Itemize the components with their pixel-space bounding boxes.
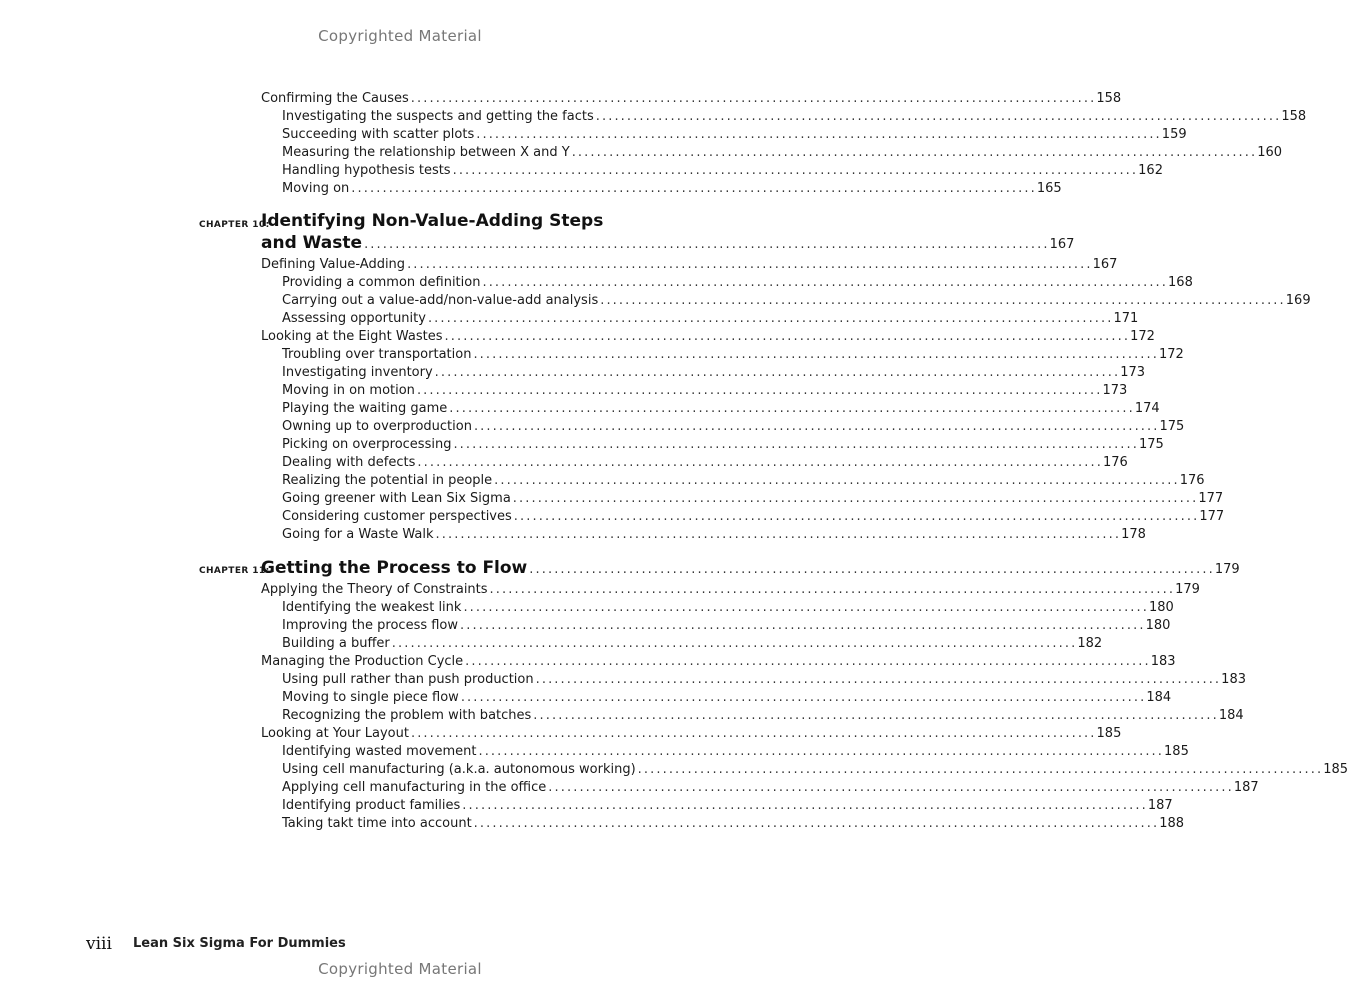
toc-page-number: 187: [1233, 780, 1259, 795]
dot-leader: ..............................................................................................................: [462, 798, 1148, 813]
dot-leader: ..............................................................................................................: [364, 237, 1050, 252]
toc-item[interactable]: [282, 292, 1311, 310]
toc-item[interactable]: [282, 108, 1307, 126]
dot-leader: ..............................................................................................................: [529, 562, 1215, 577]
toc-item[interactable]: [282, 743, 1189, 761]
toc-item[interactable]: [282, 490, 1224, 508]
toc-item-title: Succeeding with scatter plots: [282, 127, 475, 142]
dot-leader: ..............................................................................................................: [453, 437, 1140, 452]
dot-leader: ..............................................................................................................: [351, 181, 1037, 196]
toc-item-title: Using cell manufacturing (a.k.a. autonomous working): [282, 762, 636, 777]
toc-page-number: 176: [1102, 455, 1128, 470]
toc-page-number: 183: [1221, 672, 1246, 687]
toc-item-title: Handling hypothesis tests: [282, 163, 451, 178]
dot-leader: ..............................................................................................................: [637, 762, 1324, 777]
dot-leader: ..............................................................................................................: [548, 780, 1234, 795]
toc-item-title: Playing the waiting game: [282, 401, 448, 416]
toc-page-number: 178: [1121, 527, 1146, 542]
toc-item-title: Dealing with defects: [282, 455, 416, 470]
dot-leader: ..............................................................................................................: [463, 600, 1149, 615]
dot-leader: ..............................................................................................................: [435, 527, 1122, 542]
toc-page-number: 175: [1139, 437, 1164, 452]
dot-leader: ..............................................................................................................: [494, 473, 1180, 488]
dot-leader: ..............................................................................................................: [460, 690, 1147, 705]
dot-leader: ..............................................................................................................: [478, 744, 1165, 759]
toc-item-title: Improving the process flow: [282, 618, 459, 633]
dot-leader: ..............................................................................................................: [482, 275, 1169, 290]
chapter-11-label: CHAPTER 11:: [199, 566, 270, 576]
toc-item[interactable]: [282, 310, 1139, 328]
toc-item[interactable]: [282, 472, 1205, 490]
toc-section[interactable]: [261, 90, 1122, 108]
dot-leader: ..............................................................................................................: [512, 491, 1199, 506]
toc-page-number: 158: [1281, 109, 1307, 124]
dot-leader: ..............................................................................................................: [473, 419, 1160, 434]
dot-leader: ..............................................................................................................: [391, 636, 1078, 651]
toc-item-title: Realizing the potential in people: [282, 473, 493, 488]
toc-page-number: 171: [1113, 311, 1139, 326]
dot-leader: ..............................................................................................................: [533, 708, 1219, 723]
toc-page-number: 188: [1159, 816, 1185, 831]
toc-item-title: Taking takt time into account: [282, 816, 472, 831]
toc-page-number: 169: [1285, 293, 1311, 308]
dot-leader: ..............................................................................................................: [410, 726, 1097, 741]
toc-item[interactable]: [282, 689, 1172, 707]
dot-leader: ..............................................................................................................: [416, 383, 1103, 398]
dot-leader: ..............................................................................................................: [473, 816, 1160, 831]
toc-page-number: 172: [1130, 329, 1155, 344]
dot-leader: ..............................................................................................................: [449, 401, 1135, 416]
toc-item[interactable]: [282, 274, 1193, 292]
toc-section[interactable]: [261, 725, 1122, 743]
dot-leader: ..............................................................................................................: [571, 145, 1258, 160]
toc-page-number: 185: [1323, 762, 1348, 777]
toc-section-title: Looking at Your Layout: [261, 726, 409, 741]
toc-section-title: Defining Value-Adding: [261, 257, 406, 272]
toc-item-title: Investigating inventory: [282, 365, 433, 380]
toc-item[interactable]: [282, 400, 1160, 418]
toc-item-title: Identifying the weakest link: [282, 600, 462, 615]
footer-page-number: viii: [86, 934, 112, 954]
copyright-footer: Copyrighted Material: [318, 960, 482, 978]
toc-item[interactable]: [282, 797, 1173, 815]
dot-leader: ..............................................................................................................: [427, 311, 1114, 326]
copyright-header: Copyrighted Material: [318, 27, 482, 45]
dot-leader: ..............................................................................................................: [417, 455, 1103, 470]
toc-item[interactable]: [282, 126, 1187, 144]
chapter-11-title-row[interactable]: [261, 557, 1240, 579]
toc-page-number: 184: [1146, 690, 1172, 705]
toc-page-number: 173: [1102, 383, 1128, 398]
dot-leader: ..............................................................................................................: [452, 163, 1139, 178]
dot-leader: ..............................................................................................................: [476, 127, 1162, 142]
toc-item-title: Troubling over transportation: [282, 347, 472, 362]
toc-page-number: 162: [1138, 163, 1163, 178]
toc-section[interactable]: [261, 328, 1155, 346]
toc-page-number: 182: [1077, 636, 1103, 651]
toc-item-title: Going greener with Lean Six Sigma: [282, 491, 511, 506]
dot-leader: ..............................................................................................................: [535, 672, 1222, 687]
toc-item-title: Owning up to overproduction: [282, 419, 472, 434]
toc-item[interactable]: [282, 364, 1146, 382]
toc-item-title: Using pull rather than push production: [282, 672, 534, 687]
toc-section-title: Looking at the Eight Wastes: [261, 329, 443, 344]
dot-leader: ..............................................................................................................: [465, 654, 1151, 669]
toc-section[interactable]: [261, 581, 1200, 599]
toc-page-number: 173: [1120, 365, 1146, 380]
chapter-10-title[interactable]: Identifying Non-Value-Adding Steps: [261, 211, 604, 231]
toc-page-number: 179: [1175, 582, 1200, 597]
toc-page-number: 180: [1149, 600, 1174, 615]
toc-item-title: Identifying wasted movement: [282, 744, 477, 759]
toc-item[interactable]: [282, 635, 1103, 653]
toc-item[interactable]: [282, 508, 1225, 526]
toc-item-title: Carrying out a value-add/non-value-add analysis: [282, 293, 599, 308]
toc-item-title: Measuring the relationship between X and Y: [282, 145, 570, 160]
toc-item-title: Picking on overprocessing: [282, 437, 452, 452]
toc-item-title: Providing a common definition: [282, 275, 481, 290]
toc-page-number: 165: [1036, 181, 1062, 196]
dot-leader: ..............................................................................................................: [513, 509, 1200, 524]
toc-section[interactable]: [261, 256, 1118, 274]
toc-item-title: Moving in on motion: [282, 383, 415, 398]
toc-item[interactable]: [282, 815, 1185, 833]
toc-page-number: 177: [1199, 509, 1225, 524]
chapter-10-label: CHAPTER 10:: [199, 220, 270, 230]
dot-leader: ..............................................................................................................: [473, 347, 1160, 362]
toc-page-number: 183: [1150, 654, 1176, 669]
toc-page-number: 172: [1159, 347, 1184, 362]
toc-item[interactable]: [282, 436, 1164, 454]
toc-item-title: Going for a Waste Walk: [282, 527, 434, 542]
toc-item-title: Building a buffer: [282, 636, 390, 651]
toc-item-title: Moving to single piece flow: [282, 690, 459, 705]
toc-page-number: 179: [1214, 562, 1240, 577]
toc-item[interactable]: [282, 144, 1283, 162]
toc-item-title: Moving on: [282, 181, 350, 196]
dot-leader: ..............................................................................................................: [444, 329, 1131, 344]
toc-item[interactable]: [282, 526, 1146, 544]
toc-item[interactable]: [282, 671, 1246, 689]
toc-page-number: 180: [1145, 618, 1171, 633]
toc-item[interactable]: [282, 599, 1174, 617]
toc-item[interactable]: [282, 779, 1259, 797]
toc-item-title: Investigating the suspects and getting the facts: [282, 109, 594, 124]
toc-item[interactable]: [282, 617, 1171, 635]
toc-page-number: 168: [1168, 275, 1193, 290]
footer-book-title: Lean Six Sigma For Dummies: [133, 936, 346, 951]
dot-leader: ..............................................................................................................: [600, 293, 1286, 308]
toc-section-title: Confirming the Causes: [261, 91, 409, 106]
toc-item[interactable]: [282, 180, 1062, 198]
dot-leader: ..............................................................................................................: [410, 91, 1097, 106]
dot-leader: ..............................................................................................................: [489, 582, 1176, 597]
toc-page-number: 185: [1096, 726, 1122, 741]
toc-page-number: 159: [1161, 127, 1187, 142]
toc-item[interactable]: [282, 382, 1128, 400]
toc-page-number: 174: [1134, 401, 1160, 416]
toc-page-number: 167: [1049, 237, 1075, 252]
dot-leader: ..............................................................................................................: [595, 109, 1282, 124]
toc-item[interactable]: [282, 454, 1128, 472]
toc-section[interactable]: [261, 653, 1176, 671]
toc-section-title: Managing the Production Cycle: [261, 654, 464, 669]
toc-page-number: 185: [1164, 744, 1189, 759]
toc-item-title: Recognizing the problem with batches: [282, 708, 532, 723]
chapter-11-title: Getting the Process to Flow: [261, 558, 528, 578]
toc-item-title: Assessing opportunity: [282, 311, 426, 326]
toc-page-number: 176: [1179, 473, 1205, 488]
chapter-10-title-line2: and Waste: [261, 233, 363, 253]
toc-page-number: 184: [1218, 708, 1244, 723]
toc-item-title: Identifying product families: [282, 798, 461, 813]
chapter-10-title-row[interactable]: [261, 232, 1075, 254]
toc-item[interactable]: [282, 707, 1244, 725]
dot-leader: ..............................................................................................................: [460, 618, 1146, 633]
toc-page-number: 167: [1092, 257, 1118, 272]
toc-page-number: 158: [1096, 91, 1122, 106]
toc-item[interactable]: [282, 418, 1185, 436]
dot-leader: ..............................................................................................................: [407, 257, 1093, 272]
toc-item[interactable]: [282, 761, 1348, 779]
toc-item-title: Applying cell manufacturing in the office: [282, 780, 547, 795]
toc-page-number: 177: [1198, 491, 1224, 506]
toc-section-title: Applying the Theory of Constraints: [261, 582, 488, 597]
toc-item[interactable]: [282, 346, 1184, 364]
toc-item-title: Considering customer perspectives: [282, 509, 512, 524]
toc-item[interactable]: [282, 162, 1163, 180]
dot-leader: ..............................................................................................................: [434, 365, 1121, 380]
toc-page-number: 175: [1159, 419, 1185, 434]
toc-page-number: 160: [1257, 145, 1283, 160]
toc-page-number: 187: [1147, 798, 1173, 813]
